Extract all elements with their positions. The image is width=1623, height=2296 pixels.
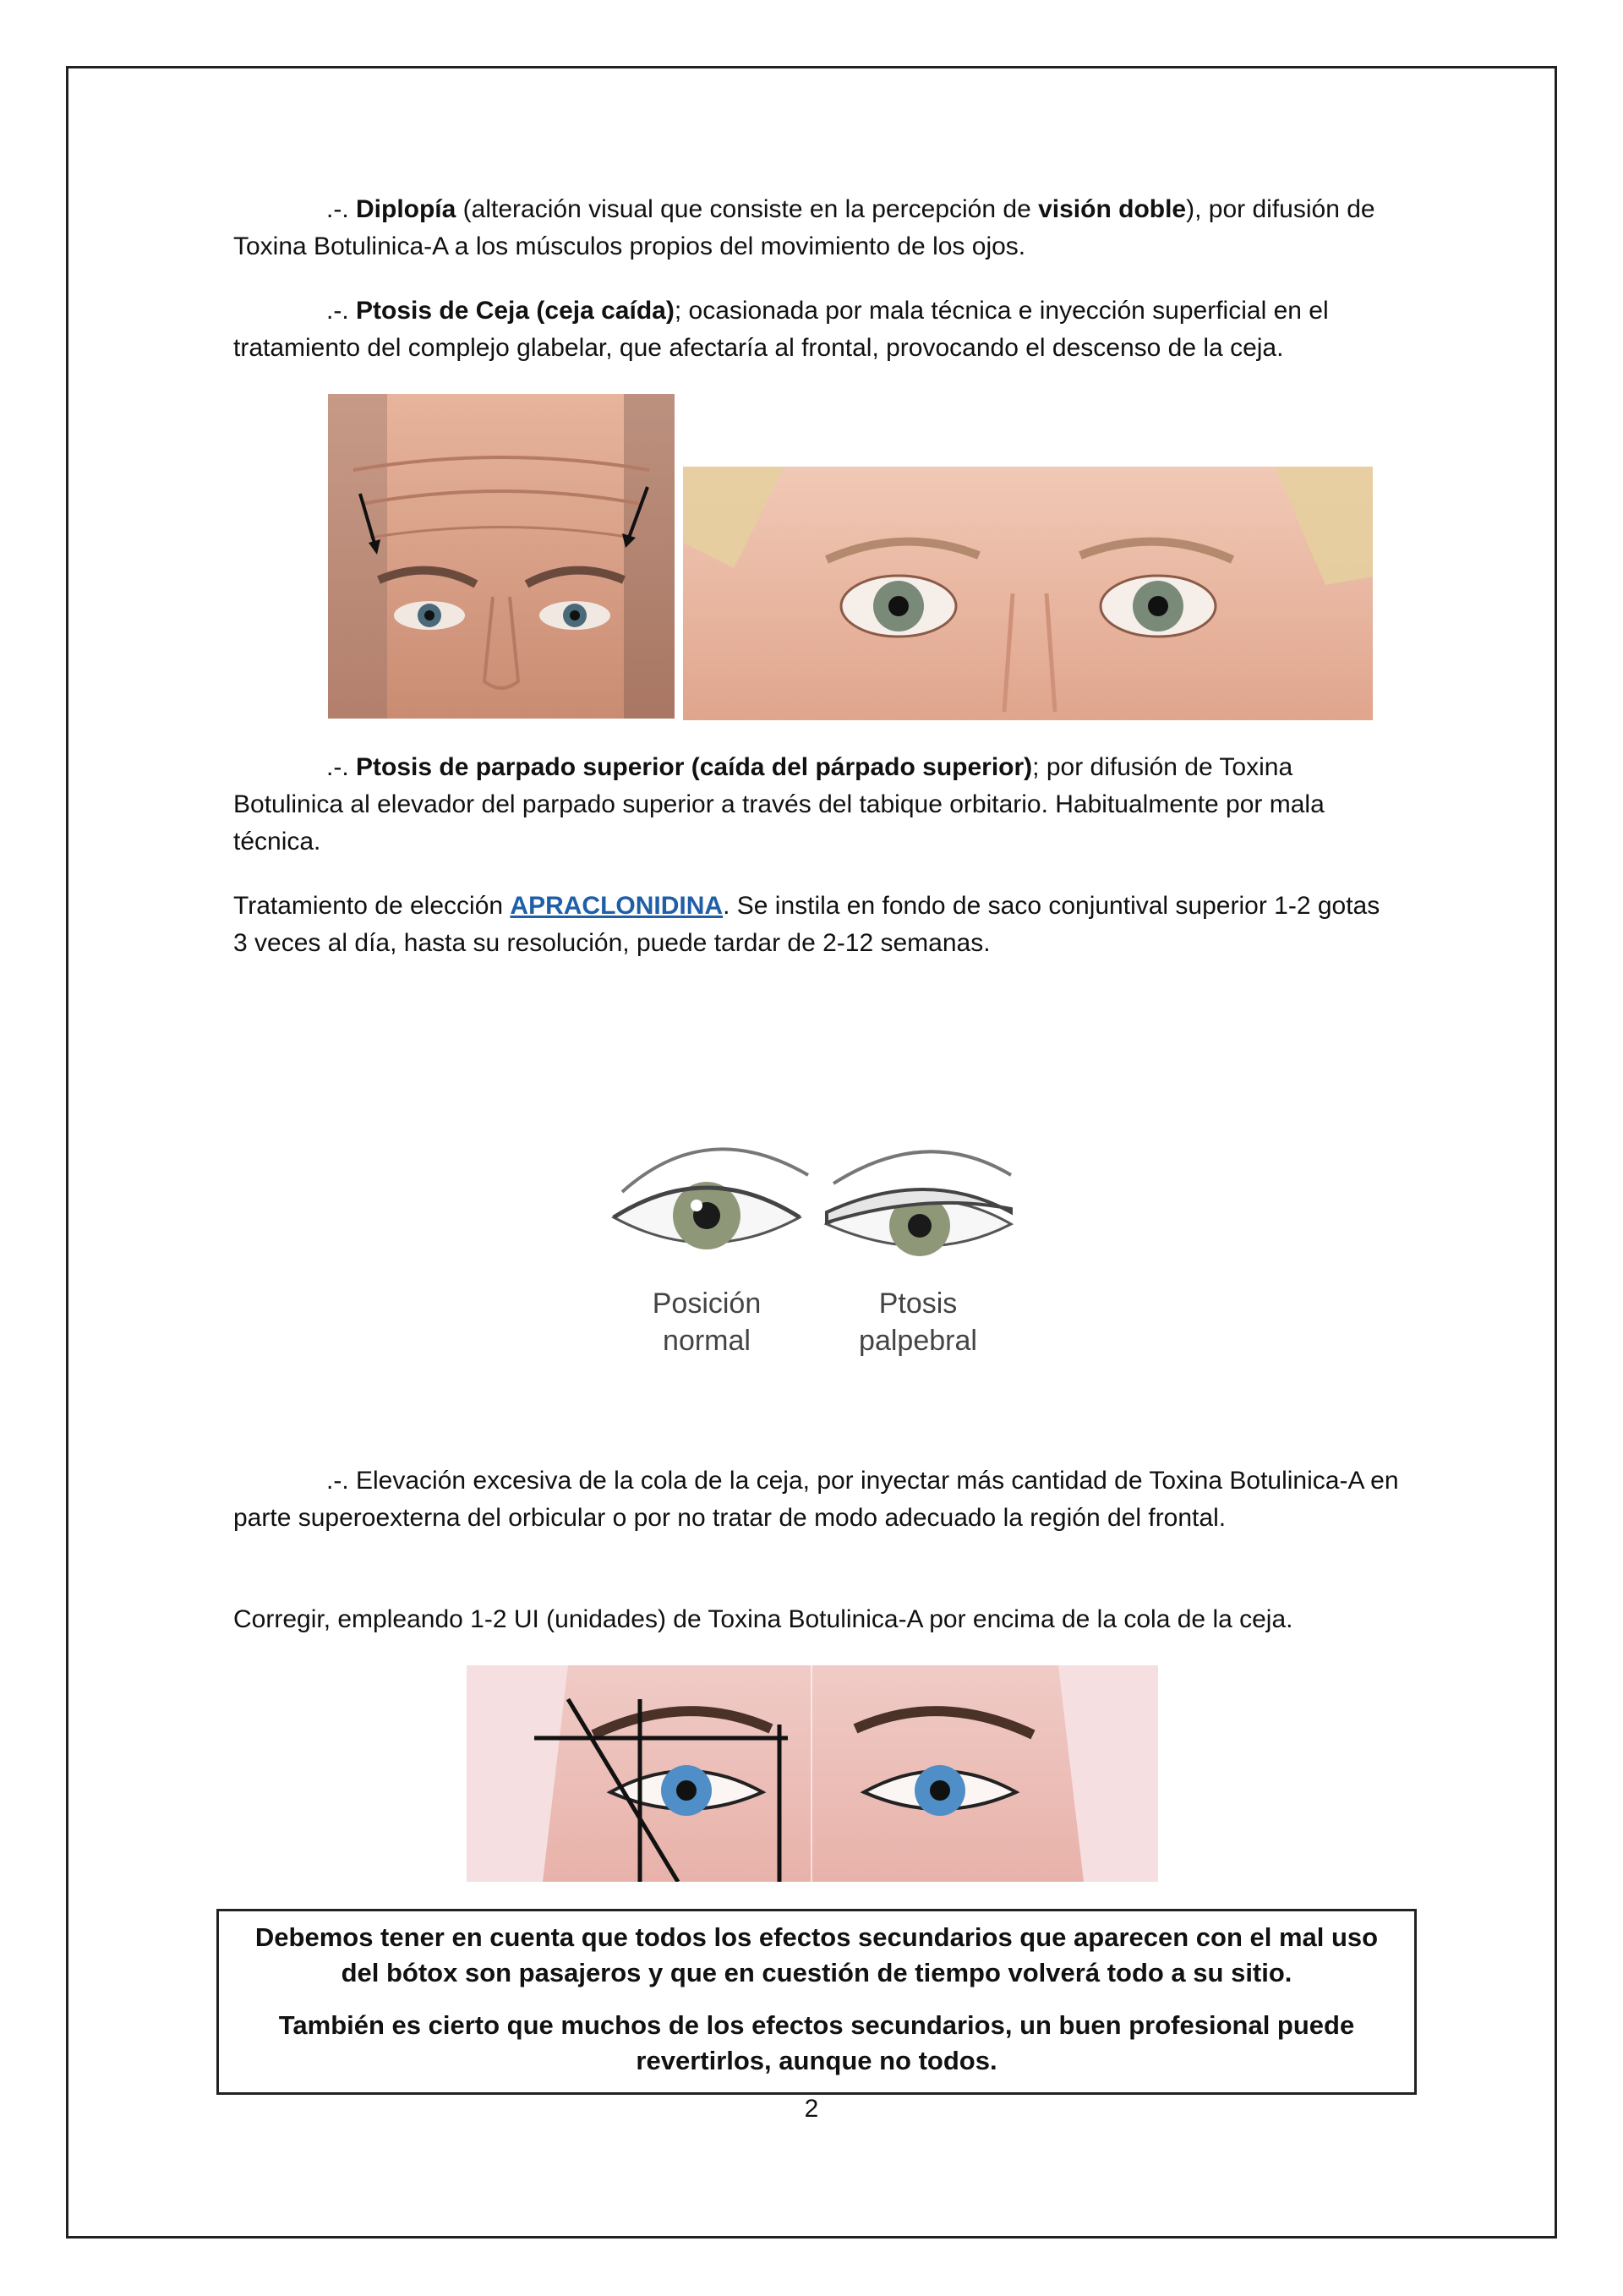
photo-female-eyes bbox=[683, 467, 1373, 720]
callout-box bbox=[216, 1909, 1417, 2095]
illustration-eye-ptosis bbox=[605, 1124, 1028, 1369]
apraclonidina-link[interactable]: APRACLONIDINA bbox=[510, 892, 724, 920]
paragraph-ptosis-ceja: .-. Ptosis de Ceja (ceja caída); ocasionada por mala técnica e inyección superficial en el tratamiento del complejo glabelar, que afectaría al frontal, provocando el descenso de la ceja. bbox=[233, 297, 1329, 362]
term-vision-doble: visión doble bbox=[1038, 195, 1187, 223]
paragraph-elevacion-ceja: .-. Elevación excesiva de la cola de la ceja, por inyectar más cantidad de Toxina Botulinica-A en parte superoexterna del orbicular o por no tratar de modo adecuado la región del frontal. bbox=[233, 1467, 1399, 1532]
paragraph-diplopia: .-. Diplopía (alteración visual que consiste en la percepción de visión doble), por difusión de Toxina Botulinica-A a los músculos propios del movimiento de los ojos. bbox=[233, 195, 1375, 260]
caption-posicion-normal: Posición normal bbox=[652, 1287, 762, 1357]
photo-brow-proportion-lines bbox=[467, 1665, 1158, 1882]
page-number: 2 bbox=[804, 2095, 819, 2123]
term-diplopia: Diplopía bbox=[356, 195, 456, 223]
paragraph-ptosis-parpado: .-. Ptosis de parpado superior (caída del párpado superior); por difusión de Toxina Botulinica al elevador del parpado superior a través del tabique orbitario. Habitualmente por mala técnica. bbox=[233, 753, 1325, 856]
term-ptosis-ceja: Ptosis de Ceja (ceja caída) bbox=[356, 297, 675, 325]
term-ptosis-parpado: Ptosis de parpado superior (caída del párpado superior) bbox=[356, 753, 1033, 781]
photo-male-brow-ptosis bbox=[328, 394, 675, 719]
callout-line-2: También es cierto que muchos de los efectos secundarios, un buen profesional puede revertirlos, aunque no todos. bbox=[278, 2010, 1355, 2075]
paragraph-corregir: Corregir, empleando 1-2 UI (unidades) de Toxina Botulinica-A por encima de la cola de la ceja. bbox=[233, 1605, 1293, 1633]
callout-line-1: Debemos tener en cuenta que todos los efectos secundarios que aparecen con el mal uso del bótox son pasajeros y que en cuestión de tiempo volverá todo a su sitio. bbox=[254, 1922, 1379, 1987]
caption-ptosis-palpebral: Ptosis palpebral bbox=[859, 1287, 977, 1357]
paragraph-tratamiento: Tratamiento de elección APRACLONIDINA. Se instila en fondo de saco conjuntival superior 1-2 gotas 3 veces al día, hasta su resolución, puede tardar de 2-12 semanas. bbox=[233, 892, 1380, 957]
